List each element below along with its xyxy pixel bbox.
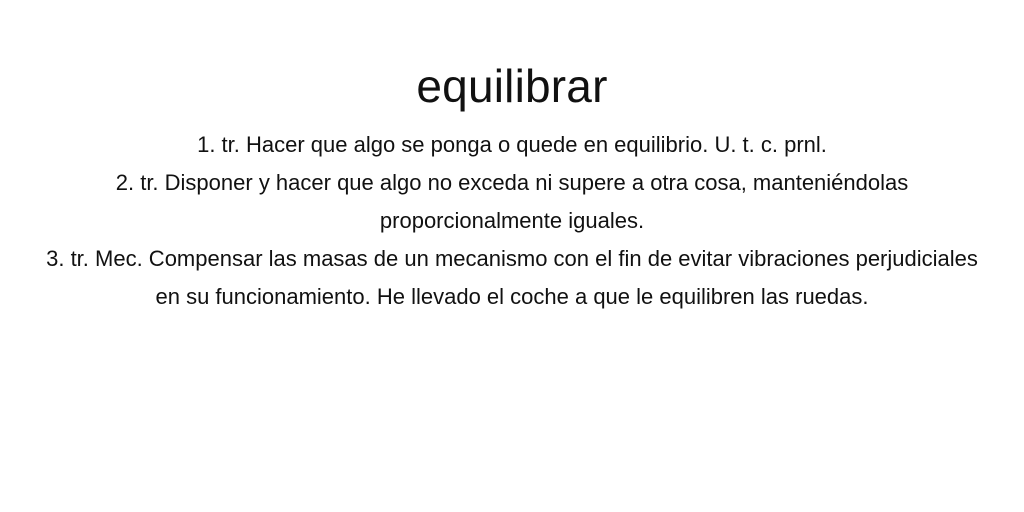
- definition-3: 3. tr. Mec. Compensar las masas de un mecanismo con el fin de evitar vibraciones perjudiciales en su funcionamiento. He llevado el coche a que le equilibren las ruedas.: [46, 246, 978, 309]
- headword: equilibrar: [416, 60, 608, 112]
- definition-2: 2. tr. Disponer y hacer que algo no exceda ni supere a otra cosa, manteniéndolas proporcionalmente iguales.: [115, 170, 909, 233]
- definition-1: 1. tr. Hacer que algo se ponga o quede en equilibrio. U. t. c. prnl.: [197, 132, 827, 157]
- definition-list: [40, 126, 984, 316]
